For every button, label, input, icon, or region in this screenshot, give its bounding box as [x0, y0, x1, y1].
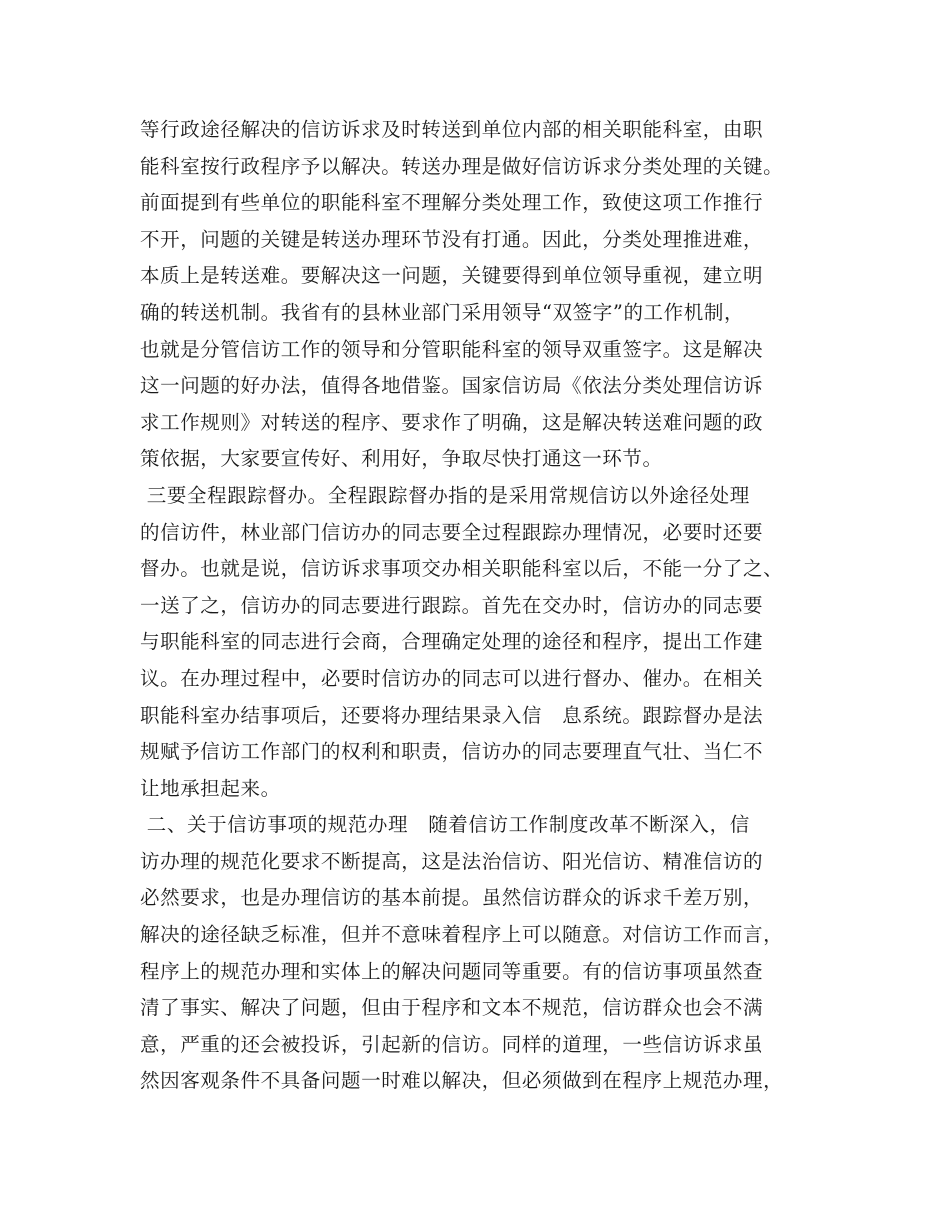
text-line: 程序上的规范办理和实体上的解决问题同等重要。有的信访事项虽然查 [140, 959, 764, 983]
text-line: 意，严重的还会被投诉，引起新的信访。同样的道理，一些信访诉求虽 [140, 1032, 764, 1056]
text-line: 让地承担起来。 [140, 776, 281, 800]
text-line: 这一问题的好办法，值得各地借鉴。国家信访局《依法分类处理信访诉 [140, 374, 764, 398]
text-line: 必然要求，也是办理信访的基本前提。虽然信访群众的诉求千差万别， [140, 886, 764, 910]
text-line: 议。在办理过程中，必要时信访办的同志可以进行督办、催办。在相关 [140, 666, 764, 690]
text-line: 前面提到有些单位的职能科室不理解分类处理工作，致使这项工作推行 [140, 191, 764, 215]
text-line: 督办。也就是说，信访诉求事项交办相关职能科室以后，不能一分了之、 [140, 557, 784, 581]
text-line: 不开，问题的关键是转送办理环节没有打通。因此，分类处理推进难， [140, 227, 764, 251]
text-line: 职能科室办结事项后，还要将办理结果录入信 息系统。跟踪督办是法 [140, 703, 764, 727]
text-line: 一送了之，信访办的同志要进行跟踪。首先在交办时，信访办的同志要 [140, 593, 764, 617]
text-line: 等行政途径解决的信访诉求及时转送到单位内部的相关职能科室，由职 [140, 118, 764, 141]
body-text [140, 112, 840, 1100]
text-line: 然因客观条件不具备问题一时难以解决，但必须做到在程序上规范办理， [140, 1069, 784, 1093]
text-line: 解决的途径缺乏标准，但并不意味着程序上可以随意。对信访工作而言， [140, 923, 784, 947]
text-line: 的信访件，林业部门信访办的同志要全过程跟踪办理情况，必要时还要 [140, 520, 764, 544]
text-line: 求工作规则》对转送的程序、要求作了明确，这是解决转送难问题的政 [140, 410, 764, 434]
text-line: 与职能科室的同志进行会商，合理确定处理的途径和程序，提出工作建 [140, 630, 764, 654]
text-line: 三要全程跟踪督办。全程跟踪督办指的是采用常规信访以外途径处理 [140, 483, 750, 507]
text-line: 规赋予信访工作部门的权利和职责，信访办的同志要理直气壮、当仁不 [140, 740, 764, 764]
text-line: 确的转送机制。我省有的县林业部门采用领导“双签字”的工作机制， [140, 300, 745, 324]
text-line: 也就是分管信访工作的领导和分管职能科室的领导双重签字。这是解决 [140, 337, 764, 361]
text-line: 清了事实、解决了问题，但由于程序和文本不规范，信访群众也会不满 [140, 996, 764, 1020]
text-line: 策依据，大家要宣传好、利用好，争取尽快打通这一环节。 [140, 447, 663, 471]
text-line: 能科室按行政程序予以解决。转送办理是做好信访诉求分类处理的关键。 [140, 154, 784, 178]
text-line: 二、关于信访事项的规范办理 随着信访工作制度改革不断深入，信 [140, 813, 750, 837]
text-line: 本质上是转送难。要解决这一问题，关键要得到单位领导重视，建立明 [140, 264, 764, 288]
text-line: 访办理的规范化要求不断提高，这是法治信访、阳光信访、精准信访的 [140, 849, 764, 873]
